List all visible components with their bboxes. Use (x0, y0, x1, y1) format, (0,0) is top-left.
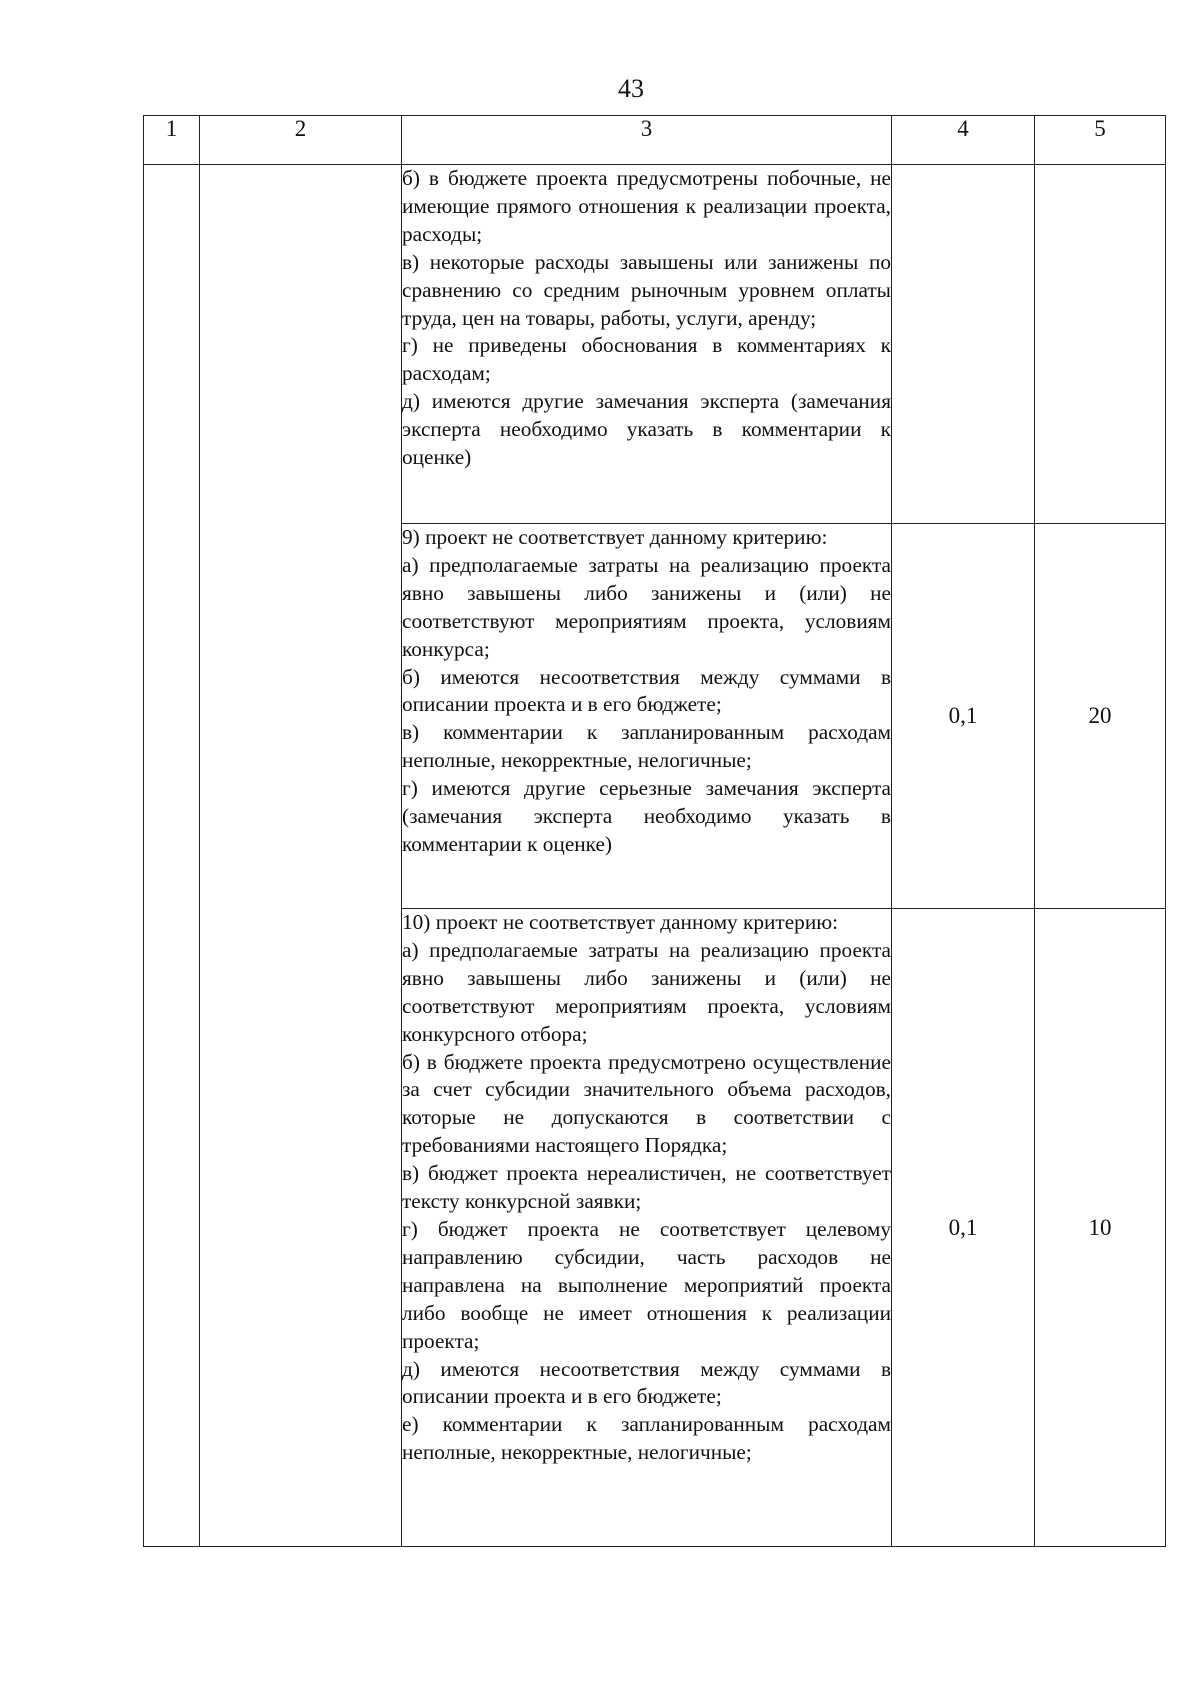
header-cell-3: 3 (402, 116, 892, 165)
header-cell-4: 4 (892, 116, 1035, 165)
coefficient-cell: 0,1 (892, 524, 1035, 909)
criteria-line: д) имеются несоответствия между суммами в описании проекта и в его бюджете; (402, 1356, 891, 1409)
score-cell (1035, 165, 1166, 524)
criteria-line: а) предполагаемые затраты на реализацию проекта явно завышены либо занижены и (или) не соответствуют мероприятиям проекта, условиям конкурса; (402, 552, 891, 661)
criteria-table (143, 115, 1166, 1547)
criteria-cell (402, 909, 892, 1547)
page-number: 43 (618, 74, 644, 103)
header-cell-2: 2 (200, 116, 402, 165)
score-cell: 10 (1035, 909, 1166, 1547)
criteria-line: в) некоторые расходы завышены или занижены по сравнению со средним рыночным уровнем оплаты труда, цен на товары, работы, услуги, аренду; (402, 249, 891, 330)
criteria-line: б) в бюджете проекта предусмотрены побочные, не имеющие прямого отношения к реализации проекта, расходы; (402, 166, 891, 246)
cell-col2-merged (200, 165, 402, 1547)
score-cell: 20 (1035, 524, 1166, 909)
criteria-line: в) бюджет проекта нереалистичен, не соответствует тексту конкурсной заявки; (402, 1161, 891, 1214)
criteria-line: г) не приведены обоснования в комментариях к расходам; (402, 333, 891, 386)
table-header-row (144, 116, 1166, 165)
header-cell-5: 5 (1035, 116, 1166, 165)
criteria-line: а) предполагаемые затраты на реализацию проекта явно завышены либо занижены и (или) не соответствуют мероприятиям проекта, условиям конкурсного отбора; (402, 937, 891, 1046)
criteria-line: б) в бюджете проекта предусмотрено осуществление за счет субсидии значительного объема расходов, которые не допускаются в соответствии с требованиями настоящего Порядка; (402, 1049, 891, 1158)
criteria-line: г) бюджет проекта не соответствует целевому направлению субсидии, часть расходов не направлена на выполнение мероприятий проекта либо вообще не имеет отношения к реализации проекта; (402, 1216, 891, 1353)
criteria-line: е) комментарии к запланированным расходам неполные, некорректные, нелогичные; (402, 1412, 891, 1465)
criteria-line: г) имеются другие серьезные замечания эксперта (замечания эксперта необходимо указать в комментарии к оценке) (402, 776, 891, 856)
coefficient-cell: 0,1 (892, 909, 1035, 1547)
table-row (144, 165, 1166, 524)
criteria-line: д) имеются другие замечания эксперта (замечания эксперта необходимо указать в комментарии к оценке) (402, 389, 891, 470)
cell-col1-merged (144, 165, 200, 1547)
criteria-line: б) имеются несоответствия между суммами в описании проекта и в его бюджете; (402, 664, 891, 717)
coefficient-cell (892, 165, 1035, 524)
criteria-cell (402, 165, 892, 524)
criteria-line: 9) проект не соответствует данному критерию: (402, 525, 828, 549)
criteria-line: 10) проект не соответствует данному критерию: (402, 910, 839, 934)
criteria-line: в) комментарии к запланированным расходам неполные, некорректные, нелогичные; (402, 720, 891, 773)
criteria-cell (402, 524, 892, 909)
header-cell-1: 1 (144, 116, 200, 165)
